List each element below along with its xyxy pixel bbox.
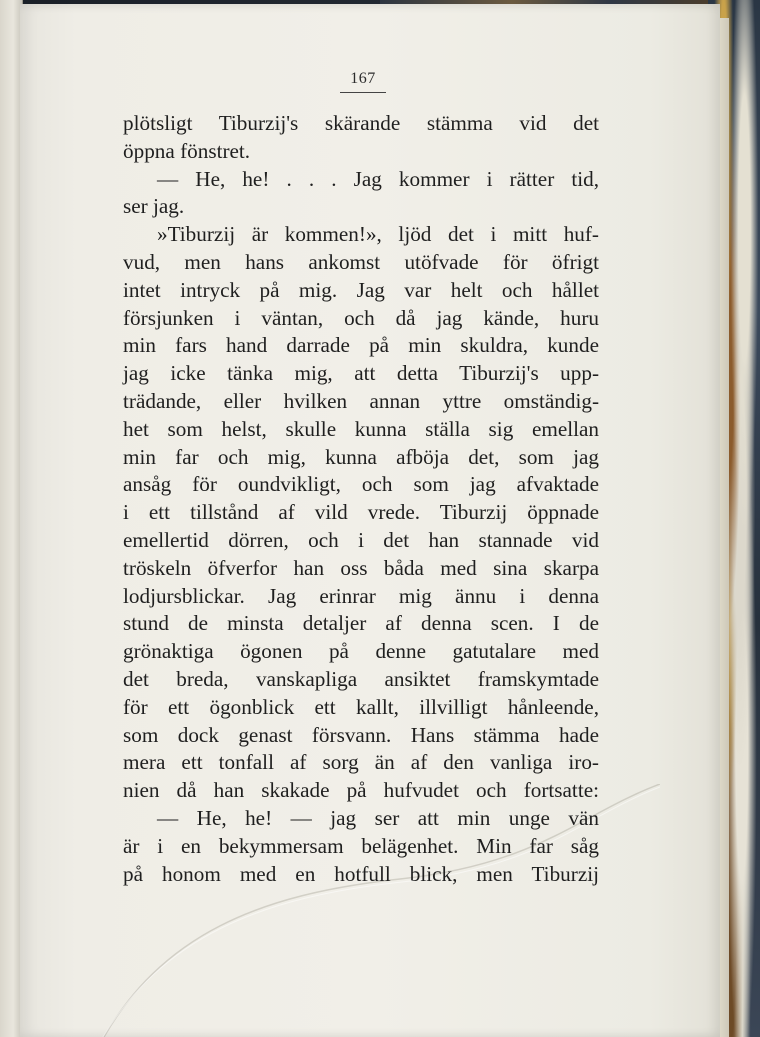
text-line: min far och mig, kunna afböja det, som jag: [123, 444, 599, 469]
text-line: det breda, vanskapliga ansiktet framskymtade: [123, 666, 599, 691]
text-line: försjunken i väntan, och då jag kände, huru: [123, 305, 599, 330]
text-line: — He, he! — jag ser att min unge vän: [157, 805, 599, 830]
text-line: min fars hand darrade på min skuldra, kunde: [123, 333, 599, 358]
text-line: plötsligt Tiburzij's skärande stämma vid det: [123, 111, 599, 135]
text-line: tröskeln öfverfor han oss båda med sina skarpa: [123, 555, 599, 580]
page-number-rule: [340, 92, 386, 93]
text-line: »Tiburzij är kommen!», ljöd det i mitt huf-: [157, 222, 599, 247]
text-line: som dock genast försvann. Hans stämma hade: [123, 722, 599, 747]
text-line: het som helst, skulle kunna ställa sig emellan: [123, 416, 599, 441]
text-line: emellertid dörren, och i det han stannade vid: [123, 527, 599, 552]
text-line: ansåg för oundvikligt, och som jag afvaktade: [123, 472, 599, 497]
text-line: lodjursblickar. Jag erinrar mig ännu i denna: [123, 583, 599, 608]
text-line: stund de minsta detaljer af denna scen. I de: [123, 611, 599, 636]
text-line: öppna fönstret.: [123, 138, 251, 163]
text-line: för ett ögonblick ett kallt, illvilligt hånleende,: [123, 694, 599, 719]
text-line: nien då han skakade på hufvudet och fortsatte:: [123, 778, 599, 803]
text-line: mera ett tonfall af sorg än af den vanliga iro-: [123, 750, 599, 775]
text-line: intet intryck på mig. Jag var helt och hållet: [123, 277, 599, 302]
text-line: är i en bekymmersam belägenhet. Min far såg: [123, 833, 599, 858]
text-line: trädande, eller hvilken annan yttre omständig-: [123, 388, 599, 413]
text-line: — He, he! . . . Jag kommer i rätter tid,: [157, 166, 599, 191]
body-text: [123, 110, 599, 888]
page-number: 167: [350, 70, 376, 87]
text-line: grönaktiga ögonen på denne gatutalare med: [123, 639, 599, 664]
text-line: ser jag.: [123, 194, 185, 219]
text-line: jag icke tänka mig, att detta Tiburzij's upp-: [123, 361, 599, 386]
text-line: i ett tillstånd af vild vrede. Tiburzij öppnade: [123, 500, 599, 525]
text-line: på honom med en hotfull blick, men Tiburzij: [123, 861, 599, 886]
text-line: vud, men hans ankomst utöfvade för öfrigt: [123, 249, 599, 274]
